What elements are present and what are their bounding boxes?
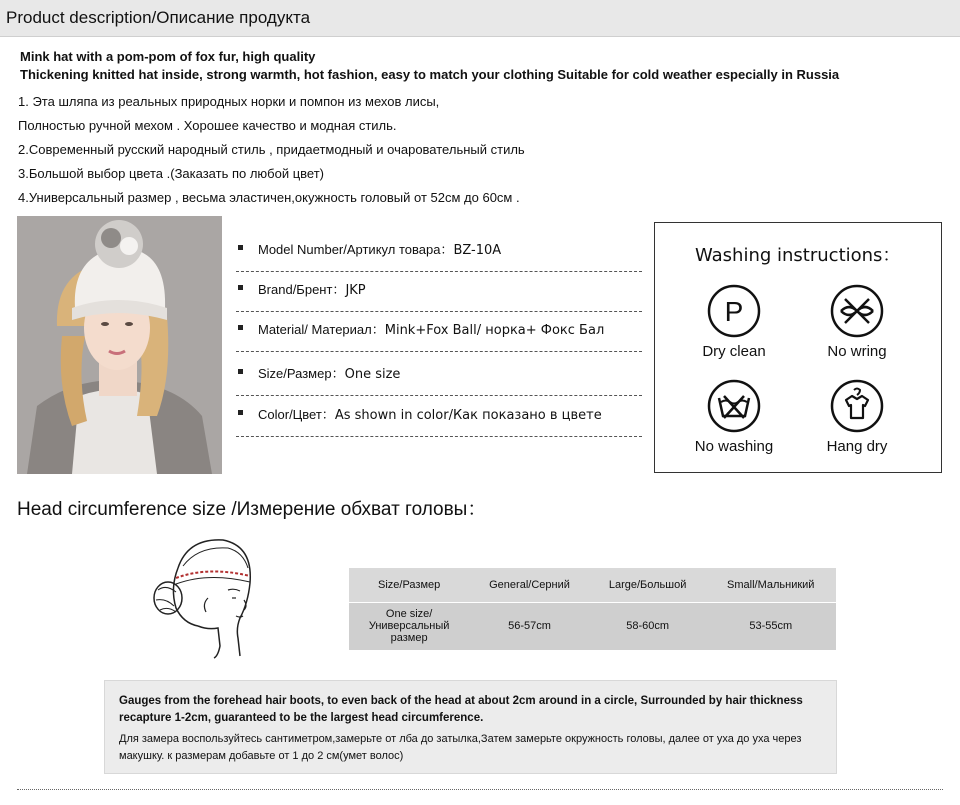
wash-item-dry-clean: [679, 283, 789, 360]
wash-label: No wring: [827, 343, 887, 360]
large-cell: 58-60cm: [626, 620, 669, 633]
wash-label: No washing: [694, 438, 774, 455]
no-washing-icon: [706, 378, 762, 434]
feature-line-5: 4.Универсальный размер , весьма эластичен,окужность головый от 52см до 60см .: [18, 190, 520, 205]
measurement-note-box: [104, 680, 837, 774]
wash-item-no-wring: [802, 283, 912, 360]
svg-text:P: P: [724, 296, 744, 327]
size-line: One size/: [385, 608, 433, 621]
size-line: размер: [390, 632, 428, 645]
spec-row-brand: [236, 271, 642, 312]
feature-line-1: 1. Эта шляпа из реальных природных норки и помпон из мехов лисы,: [18, 94, 440, 109]
feature-line-3: 2.Современный русский народный стиль , придаетмодный и очаровательный стиль: [18, 142, 525, 157]
intro-line-2: Thickening knitted hat inside, strong warmth, hot fashion, easy to match your clothing Suitable for cold weather especially in Russia: [20, 67, 840, 82]
product-photo: [17, 216, 222, 474]
size-table: [349, 568, 836, 650]
bullet-icon: [238, 410, 243, 415]
spec-label: Brand/Брент：: [258, 282, 346, 297]
head-measurement-sketch: [148, 528, 268, 660]
washing-instructions-box: [654, 222, 942, 473]
spec-value: As shown in color/Как показано в цвете: [334, 408, 602, 423]
intro-line-1: Mink hat with a pom-pom of fox fur, high quality: [20, 49, 316, 64]
spec-row-model: [236, 231, 642, 272]
bullet-icon: [238, 285, 243, 290]
general-cell: 56-57cm: [508, 620, 551, 633]
measurement-note-en: Gauges from the forehead hair boots, to even back of the head at about 2cm around in a circle, Surrounded by hair thickness recapture 1-2cm, guaranteed to be the largest head circumference.: [119, 695, 803, 724]
general-header: General/Серний: [489, 578, 570, 591]
feature-line-2: Полностью ручной мехом . Хорошее качество и модная стиль.: [18, 118, 397, 133]
spec-label: Color/Цвет：: [258, 407, 335, 422]
header-bar: [0, 0, 960, 37]
spec-label: Model Number/Артикул товара：: [258, 242, 454, 257]
spec-row-color: [236, 396, 642, 437]
spec-value: One size: [344, 367, 401, 382]
small-cell: 53-55cm: [749, 620, 793, 633]
spec-row-size: [236, 355, 642, 396]
size-cell: [349, 602, 469, 650]
washing-title: Washing instructions：: [695, 245, 901, 266]
bullet-icon: [238, 325, 243, 330]
no-wring-icon: [829, 283, 885, 339]
bullet-icon: [238, 245, 243, 250]
large-header: Large/Большой: [608, 578, 687, 591]
page-title: Product description/Описание продукта: [6, 8, 311, 27]
spec-value: Mink+Fox Ball/ норка+ Фокс Бал: [384, 323, 605, 338]
size-header: Size/Размер: [377, 578, 441, 591]
wash-label: Hang dry: [826, 438, 888, 455]
wash-label: Dry clean: [702, 343, 766, 360]
feature-line-4: 3.Большой выбор цвета .(Заказать по любой цвет): [18, 166, 325, 181]
small-header: Small/Мальникий: [727, 578, 815, 591]
spec-value: BZ-10A: [453, 243, 502, 258]
bullet-icon: [238, 369, 243, 374]
size-line: Универсальный: [368, 620, 450, 633]
table-row: [349, 602, 836, 650]
size-table-header-row: [349, 568, 836, 602]
spec-label: Size/Размер：: [258, 366, 345, 381]
spec-row-material: [236, 311, 642, 352]
wash-item-hang-dry: [802, 378, 912, 455]
hang-dry-icon: [829, 378, 885, 434]
wash-item-no-washing: [679, 378, 789, 455]
bottom-divider: [17, 789, 943, 790]
measurement-note-ru: Для замера воспользуйтесь сантиметром,замерьте от лба до затылка,Затем замерьте окружность головы, далее от уха до уха через макушку. к размерам добавьте от 1 до 2 см(умет волос): [119, 733, 802, 762]
dry-clean-icon: [706, 283, 762, 339]
head-size-title: Head circumference size /Измерение обхват головы：: [17, 499, 487, 520]
spec-value: JKP: [345, 283, 366, 298]
spec-label: Material/ Материал：: [258, 322, 385, 337]
